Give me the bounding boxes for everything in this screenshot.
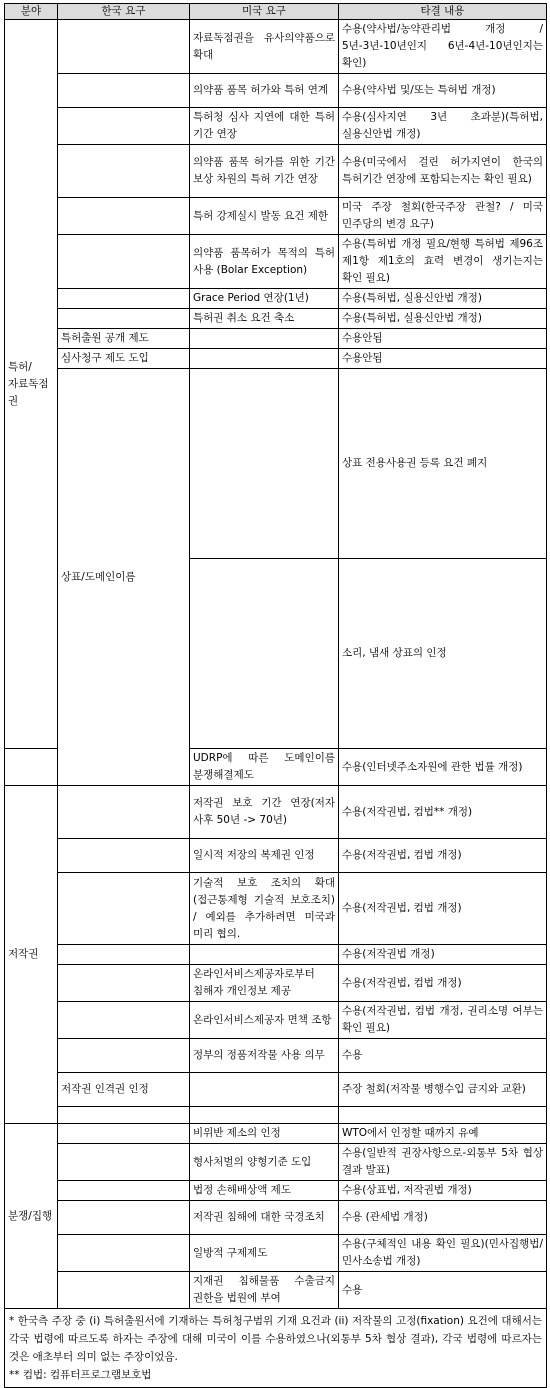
cell-result [339, 1107, 547, 1124]
table-row [5, 839, 547, 873]
cell-us-demand: 법정 손해배상액 제도 [190, 1181, 339, 1201]
cell-korean-demand [58, 1039, 190, 1073]
table-row [5, 1235, 547, 1272]
cell-field: 분쟁/집행 [5, 1124, 58, 1309]
table-row [5, 349, 547, 369]
cell-us-demand: 지재권 침해물품 수출금지 권한을 법원에 부여 [190, 1272, 339, 1309]
cell-us-demand [190, 349, 339, 369]
cell-field: 상표/도메인이름 [58, 369, 190, 786]
cell-result: 수용(인터넷주소자원에 관한 법률 개정) [339, 749, 547, 786]
cell-us-demand: 의약품 품목 허가를 위한 기간 보상 차원의 특허 기간 연장 [190, 145, 339, 198]
cell-korean-demand [58, 235, 190, 289]
cell-korean-demand [58, 965, 190, 1002]
cell-korean-demand [5, 749, 58, 786]
cell-us-demand [190, 1073, 339, 1107]
cell-korean-demand [58, 1107, 190, 1124]
table-row [5, 329, 547, 349]
cell-korean-demand [58, 839, 190, 873]
cell-us-demand: 온라인서비스제공자 면책 조항 [190, 1002, 339, 1039]
cell-result: 수용(심사지연 3년 초과분)(특허법, 실용신안법 개정) [339, 108, 547, 145]
table-row [5, 198, 547, 235]
cell-result: 수용(미국에서 걸린 허가지연이 한국의 특허기간 연장에 포함되는지는 확인 필요) [339, 145, 547, 198]
footnote-row [5, 1309, 547, 1388]
cell-us-demand: 특허청 심사 지연에 대한 특허 기간 연장 [190, 108, 339, 145]
table-row [5, 786, 547, 839]
cell-result: 수용 [339, 1039, 547, 1073]
cell-us-demand: 의약품 품목허가 목적의 특허 사용 (Bolar Exception) [190, 235, 339, 289]
cell-us-demand: 비위반 제소의 인정 [190, 1124, 339, 1144]
cell-result: 수용(저작권법, 컴법 개정) [339, 873, 547, 945]
cell-korean-demand [58, 873, 190, 945]
cell-result: 수용(약사법 및/또는 특허법 개정) [339, 74, 547, 108]
cell-result: 수용 (관세법 개정) [339, 1201, 547, 1235]
cell-result: 수용(상표법, 저작권법 개정) [339, 1181, 547, 1201]
cell-us-demand: 온라인서비스제공자로부터 침해자 개인정보 제공 [190, 965, 339, 1002]
negotiation-results-table [4, 3, 547, 1388]
cell-result: 수용(구체적인 내용 확인 필요)(민사집행법/민사소송법 개정) [339, 1235, 547, 1272]
table-row [5, 108, 547, 145]
cell-korean-demand [58, 1002, 190, 1039]
cell-result: 수용(특허법, 실용신안법 개정) [339, 289, 547, 309]
cell-result: 수용(저작권법 개정) [339, 945, 547, 965]
cell-result: 수용(특허법 개정 필요/현행 특허법 제96조 제1항 제1호의 효력 변경이 생기는지는 확인 필요) [339, 235, 547, 289]
cell-result: 미국 주장 철회(한국주장 관철? / 미국 민주당의 변경 요구) [339, 198, 547, 235]
cell-korean-demand [58, 1235, 190, 1272]
cell-korean-demand [58, 145, 190, 198]
cell-korean-demand [58, 309, 190, 329]
cell-us-demand: 일시적 저장의 복제권 인정 [190, 839, 339, 873]
cell-korean-demand [58, 1144, 190, 1181]
fta-ip-table-document [4, 3, 546, 1388]
cell-korean-demand [58, 198, 190, 235]
cell-field: 특허/자료독점권 [5, 20, 58, 749]
table-row [5, 945, 547, 965]
cell-result: 수용(특허법, 실용신안법 개정) [339, 309, 547, 329]
header-result: 타결 내용 [339, 4, 547, 20]
table-row [5, 1073, 547, 1107]
cell-us-demand: 저작권 침해에 대한 국경조치 [190, 1201, 339, 1235]
header-us-demand: 미국 요구 [190, 4, 339, 20]
table-row [5, 309, 547, 329]
cell-us-demand: 특허권 취소 요건 축소 [190, 309, 339, 329]
cell-us-demand: 의약품 품목 허가와 특허 연계 [190, 74, 339, 108]
cell-result: 수용(약사법/농약관리법 개정 / 5년-3년-10년인지 6년-4년-10년인지는 확인) [339, 20, 547, 74]
cell-korean-demand [58, 1272, 190, 1309]
cell-result: 수용안됨 [339, 349, 547, 369]
table-row [5, 20, 547, 74]
cell-korean-demand [190, 369, 339, 559]
cell-us-demand: 소리, 냄새 상표의 인정 [339, 559, 547, 749]
cell-korean-demand [58, 74, 190, 108]
footnote-1: * 한국측 주장 중 (i) 특허출원서에 기재하는 특허청구범위 기재 요건과 (ii) 저작물의 고정(fixation) 요건에 대해서는 각국 법령에 따르도록 하자는 주장에 대해 미국이 이를 수용하였으나(외통부 5차 협상 결과), 각국 법령에 따르자는 것은 애초부터 의미 없는 주장이었음. [9, 1315, 542, 1363]
cell-us-demand: 저작권 보호 기간 연장(저자 사후 50년 -> 70년) [190, 786, 339, 839]
cell-result: 수용(저작권법, 컴법 개정) [339, 965, 547, 1002]
cell-korean-demand [58, 945, 190, 965]
table-row [5, 1181, 547, 1201]
cell-result: 수용 [339, 1272, 547, 1309]
cell-result: 수용(저작권법, 컴법 개정, 권리소명 여부는 확인 필요) [339, 1002, 547, 1039]
header-field: 분야 [5, 4, 58, 20]
table-row [5, 145, 547, 198]
cell-us-demand [190, 945, 339, 965]
cell-korean-demand: 특허출원 공개 제도 [58, 329, 190, 349]
table-row [5, 74, 547, 108]
cell-us-demand: 기술적 보호 조치의 확대(접근통제형 기술적 보호조치) / 예외를 추가하려면 미국과 미리 협의. [190, 873, 339, 945]
table-row [5, 965, 547, 1002]
cell-korean-demand [58, 786, 190, 839]
cell-result: 수용(일반적 권장사항으로-외통부 5차 협상 결과 발표) [339, 1144, 547, 1181]
cell-korean-demand [58, 1181, 190, 1201]
cell-us-demand [190, 1107, 339, 1124]
table-row [5, 1201, 547, 1235]
footnotes [5, 1309, 547, 1388]
table-row [5, 1002, 547, 1039]
table-row [5, 1039, 547, 1073]
table-header-row [5, 4, 547, 20]
cell-us-demand: 일방적 구제제도 [190, 1235, 339, 1272]
cell-korean-demand [58, 108, 190, 145]
table-body [5, 20, 547, 1309]
cell-us-demand: 형사처벌의 양형기준 도입 [190, 1144, 339, 1181]
cell-korean-demand [58, 289, 190, 309]
cell-result: 수용(저작권법, 컴법 개정) [339, 839, 547, 873]
cell-korean-demand [58, 1124, 190, 1144]
table-row [5, 369, 547, 559]
cell-us-demand: 정부의 정품저작물 사용 의무 [190, 1039, 339, 1073]
cell-korean-demand [58, 1201, 190, 1235]
cell-korean-demand: 저작권 인격권 인정 [58, 1073, 190, 1107]
cell-us-demand: UDRP에 따른 도메인이름 분쟁해결제도 [190, 749, 339, 786]
cell-us-demand: 상표 전용사용권 등록 요건 폐지 [339, 369, 547, 559]
cell-result: WTO에서 인정할 때까지 유예 [339, 1124, 547, 1144]
table-row [5, 235, 547, 289]
table-row [5, 1272, 547, 1309]
footnote-2: ** 컴법: 컴퓨터프로그램보호법 [9, 1369, 152, 1381]
header-korean-demand: 한국 요구 [58, 4, 190, 20]
cell-us-demand: 자료독점권을 유사의약품으로 확대 [190, 20, 339, 74]
table-row [5, 1144, 547, 1181]
cell-field: 저작권 [5, 786, 58, 1124]
cell-result: 수용(저작권법, 컴법** 개정) [339, 786, 547, 839]
table-row [5, 289, 547, 309]
cell-us-demand: Grace Period 연장(1년) [190, 289, 339, 309]
cell-korean-demand [58, 20, 190, 74]
cell-korean-demand: 심사청구 제도 도입 [58, 349, 190, 369]
table-row [5, 873, 547, 945]
table-row [5, 1107, 547, 1124]
cell-us-demand [190, 329, 339, 349]
cell-result: 주장 철회(저작물 병행수입 금지와 교환) [339, 1073, 547, 1107]
cell-result: 수용안됨 [339, 329, 547, 349]
cell-korean-demand [190, 559, 339, 749]
table-row [5, 1124, 547, 1144]
cell-us-demand: 특허 강제실시 발동 요건 제한 [190, 198, 339, 235]
